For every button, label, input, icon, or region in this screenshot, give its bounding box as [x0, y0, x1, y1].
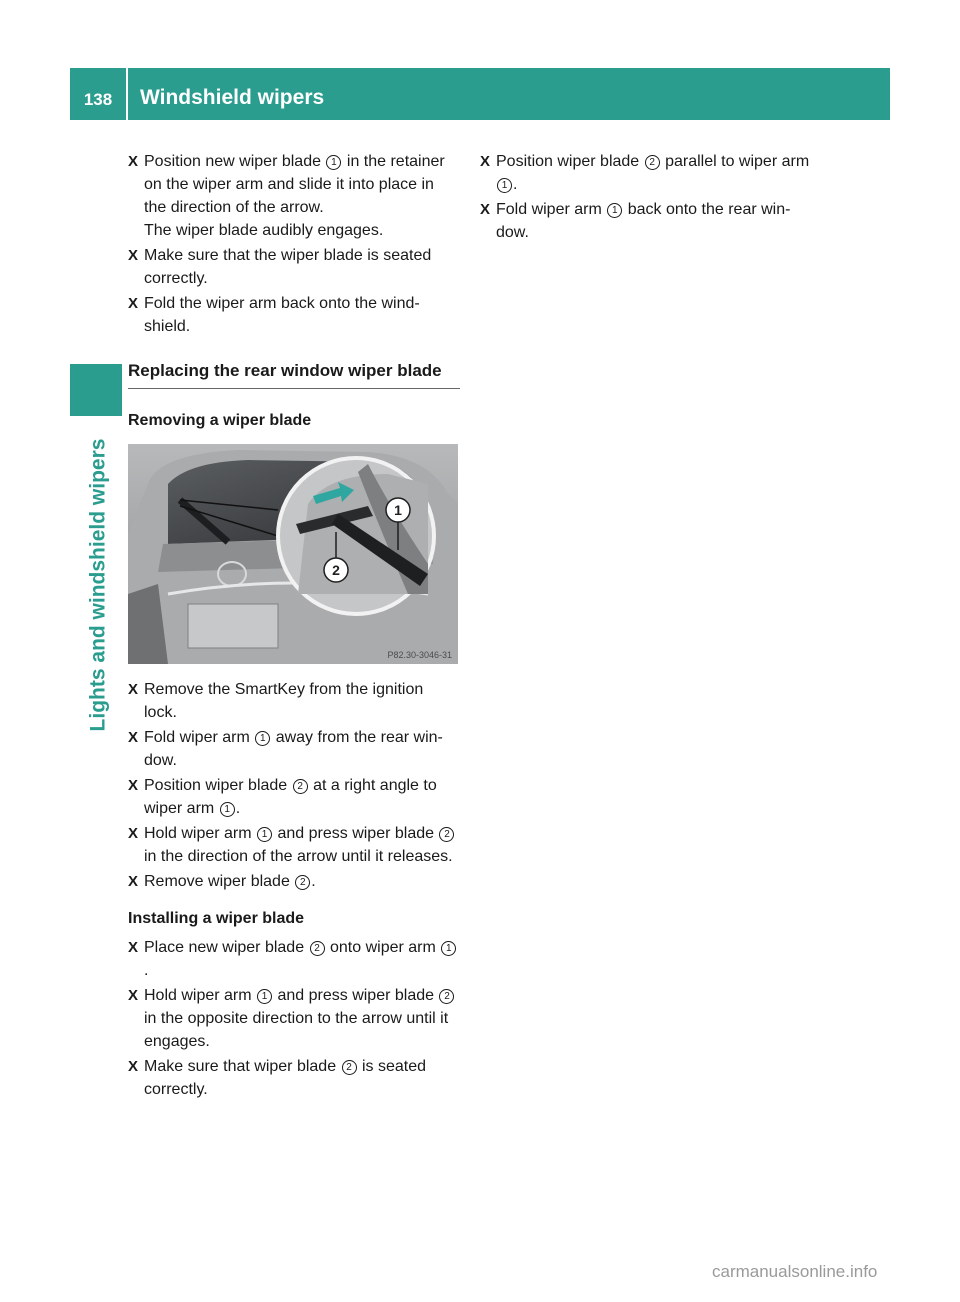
callout-ref-1: 1 [326, 155, 341, 170]
instruction-step [128, 1055, 460, 1101]
instruction-step [128, 292, 460, 338]
step-text: . [144, 962, 149, 979]
instruction-step [128, 936, 460, 982]
step-note: The wiper blade audibly engages. [144, 222, 384, 239]
callout-ref-2: 2 [645, 155, 660, 170]
step-text: Hold wiper arm [144, 987, 257, 1004]
step-text: Remove the SmartKey from the ignition lock. [144, 681, 424, 721]
heading-installing: Installing a wiper blade [128, 910, 305, 927]
step-text: Fold the wiper arm back onto the wind-shield. [144, 295, 420, 335]
callout-ref-2: 2 [310, 941, 325, 956]
step-text: Position wiper blade [496, 153, 644, 170]
callout-ref-1: 1 [257, 989, 272, 1004]
step-text: back onto the rear win-dow. [496, 201, 791, 241]
chapter-tab [70, 364, 122, 416]
step-text: Make sure that wiper blade [144, 1058, 341, 1075]
step-text: Position wiper blade [144, 777, 292, 794]
step-bullet-icon: X [128, 729, 139, 746]
instruction-step [480, 150, 820, 196]
step-text: . [513, 176, 518, 193]
callout-ref-2: 2 [342, 1060, 357, 1075]
callout-ref-1: 1 [441, 941, 456, 956]
step-text: . [311, 873, 316, 890]
step-bullet-icon: X [128, 153, 139, 170]
step-text: Fold wiper arm [496, 201, 607, 218]
callout-2: 2 [332, 562, 340, 578]
step-text: parallel to wiper arm [660, 153, 810, 170]
chapter-label-text: Lights and windshield wipers [86, 438, 109, 732]
step-text: in the direction of the arrow until it releases. [144, 848, 453, 865]
step-text: and press wiper blade [273, 987, 439, 1004]
step-text: Hold wiper arm [144, 825, 257, 842]
instruction-step [480, 198, 820, 244]
step-text: . [235, 800, 241, 817]
instruction-step [128, 774, 460, 820]
step-bullet-icon: X [128, 295, 139, 312]
step-bullet-icon: X [128, 1058, 139, 1075]
step-bullet-icon: X [128, 247, 139, 264]
instruction-step [128, 726, 460, 772]
heading-rear-wiper: Replacing the rear window wiper blade [128, 359, 460, 389]
step-text: Place new wiper blade [144, 939, 309, 956]
callout-1: 1 [394, 502, 402, 518]
step-bullet-icon: X [128, 681, 139, 698]
step-text: in the retainer on the wiper arm and slide it into place in the direction of the arrow. [144, 153, 445, 216]
callout-ref-2: 2 [439, 827, 454, 842]
instruction-step [128, 822, 460, 868]
instruction-step [128, 870, 460, 893]
step-text: Fold wiper arm [144, 729, 255, 746]
step-bullet-icon: X [480, 201, 491, 218]
instruction-step [128, 984, 460, 1053]
installing-steps [128, 936, 460, 1101]
callout-ref-1: 1 [607, 203, 622, 218]
step-text: at a right angle to wiper arm [144, 777, 437, 817]
callout-ref-2: 2 [439, 989, 454, 1004]
step-bullet-icon: X [128, 987, 139, 1004]
step-bullet-icon: X [128, 873, 139, 890]
watermark: carmanualsonline.info [712, 1262, 878, 1281]
heading-removing: Removing a wiper blade [128, 412, 312, 429]
step-text: in the opposite direction to the arrow until it engages. [144, 1010, 449, 1050]
step-bullet-icon: X [480, 153, 491, 170]
right-steps [480, 150, 820, 244]
step-text: and press wiper blade [273, 825, 439, 842]
instruction-step [128, 244, 460, 290]
step-bullet-icon: X [128, 939, 139, 956]
left-column [128, 150, 460, 1103]
page-number: 138 [70, 68, 126, 120]
callout-ref-1: 1 [220, 802, 235, 817]
rear-wiper-illustration [128, 444, 458, 664]
callout-ref-2: 2 [293, 779, 308, 794]
step-bullet-icon: X [128, 825, 139, 842]
step-text: Make sure that the wiper blade is seated correctly. [144, 247, 432, 287]
callout-ref-2: 2 [295, 875, 310, 890]
step-text: Position new wiper blade [144, 153, 326, 170]
step-text: Remove wiper blade [144, 873, 295, 890]
rear-wiper-figure [128, 444, 458, 664]
step-text: is seated correctly. [144, 1058, 427, 1098]
step-bullet-icon: X [128, 777, 139, 794]
chapter-label [83, 420, 113, 750]
page-header [70, 68, 890, 120]
callout-ref-1: 1 [497, 178, 512, 193]
removing-steps [128, 678, 460, 893]
step-text: away from the rear win-dow. [144, 729, 443, 769]
right-column [480, 150, 820, 246]
instruction-step [128, 150, 460, 242]
step-text: onto wiper arm [325, 939, 441, 956]
callout-ref-1: 1 [257, 827, 272, 842]
instruction-step [128, 678, 460, 724]
intro-steps [128, 150, 460, 338]
figure-code: P82.30-3046-31 [387, 650, 452, 660]
callout-ref-1: 1 [255, 731, 270, 746]
section-title: Windshield wipers [128, 68, 890, 120]
